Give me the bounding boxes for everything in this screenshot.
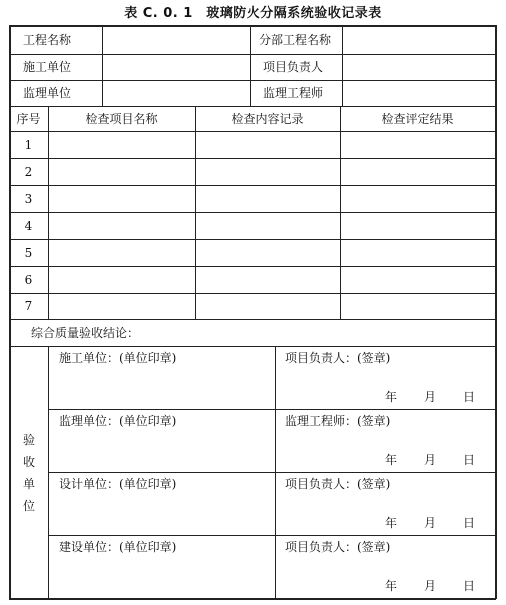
divider — [9, 212, 496, 213]
signer-label: 项目负责人：(签章) — [285, 351, 391, 365]
side-char: 验 — [22, 433, 35, 447]
divider — [275, 346, 276, 598]
divider — [48, 106, 49, 319]
outer-border-right — [495, 25, 497, 599]
side-char: 单 — [22, 477, 35, 491]
date-year: 年 — [385, 453, 398, 467]
date-month: 月 — [424, 516, 437, 530]
row-number: 7 — [24, 299, 33, 313]
unit-seal-label: 施工单位：(单位印章) — [59, 351, 177, 365]
construction-unit-label: 施工单位 — [23, 60, 72, 74]
unit-seal-label: 设计单位：(单位印章) — [59, 477, 177, 491]
date-day: 日 — [463, 516, 476, 530]
divider — [195, 106, 196, 319]
side-char: 收 — [22, 455, 35, 469]
date-year: 年 — [385, 579, 398, 593]
unit-seal-label: 建设单位：(单位印章) — [59, 540, 177, 554]
row-number: 6 — [24, 273, 33, 287]
date-year: 年 — [385, 516, 398, 530]
date-month: 月 — [424, 453, 437, 467]
column-header-content-record: 检查内容记录 — [231, 112, 304, 126]
row-number: 5 — [24, 246, 33, 260]
project-name-value[interactable] — [103, 26, 250, 54]
conclusion-label: 综合质量验收结论： — [31, 326, 140, 340]
divider — [9, 185, 496, 186]
project-manager-label: 项目负责人 — [263, 60, 324, 74]
divider — [9, 293, 496, 294]
divider — [250, 25, 251, 106]
date-day: 日 — [463, 453, 476, 467]
sub-project-value[interactable] — [343, 26, 495, 54]
construction-unit-value[interactable] — [103, 55, 250, 80]
divider — [9, 266, 496, 267]
side-char: 位 — [22, 499, 35, 513]
divider — [48, 409, 496, 410]
row-number: 1 — [24, 138, 33, 152]
divider — [9, 106, 496, 107]
column-header-index: 序号 — [16, 112, 41, 126]
signer-label: 项目负责人：(签章) — [285, 540, 391, 554]
signer-label: 监理工程师：(签章) — [285, 414, 391, 428]
project-name-label: 工程名称 — [23, 33, 72, 47]
sub-project-label: 分部工程名称 — [259, 33, 332, 47]
supervision-engineer-label: 监理工程师 — [263, 86, 324, 100]
divider — [9, 319, 496, 320]
divider — [9, 158, 496, 159]
supervision-engineer-value[interactable] — [343, 81, 495, 106]
divider — [9, 131, 496, 132]
date-day: 日 — [463, 579, 476, 593]
outer-border-bottom — [9, 598, 496, 600]
row-number: 3 — [24, 192, 33, 206]
date-year: 年 — [385, 390, 398, 404]
divider — [9, 346, 496, 347]
row-number: 2 — [24, 165, 33, 179]
supervision-unit-label: 监理单位 — [23, 86, 72, 100]
divider — [340, 106, 341, 319]
divider — [9, 239, 496, 240]
project-manager-value[interactable] — [343, 55, 495, 80]
table-title: 表 C. 0. 1 玻璃防火分隔系统验收记录表 — [124, 6, 382, 21]
date-month: 月 — [424, 390, 437, 404]
column-header-evaluation-result: 检查评定结果 — [381, 112, 454, 126]
date-day: 日 — [463, 390, 476, 404]
signer-label: 项目负责人：(签章) — [285, 477, 391, 491]
unit-seal-label: 监理单位：(单位印章) — [59, 414, 177, 428]
row-number: 4 — [24, 219, 33, 233]
acceptance-side-label — [21, 429, 37, 517]
divider — [48, 535, 496, 536]
supervision-unit-value[interactable] — [103, 81, 250, 106]
divider — [48, 472, 496, 473]
column-header-item-name: 检查项目名称 — [85, 112, 158, 126]
date-month: 月 — [424, 579, 437, 593]
